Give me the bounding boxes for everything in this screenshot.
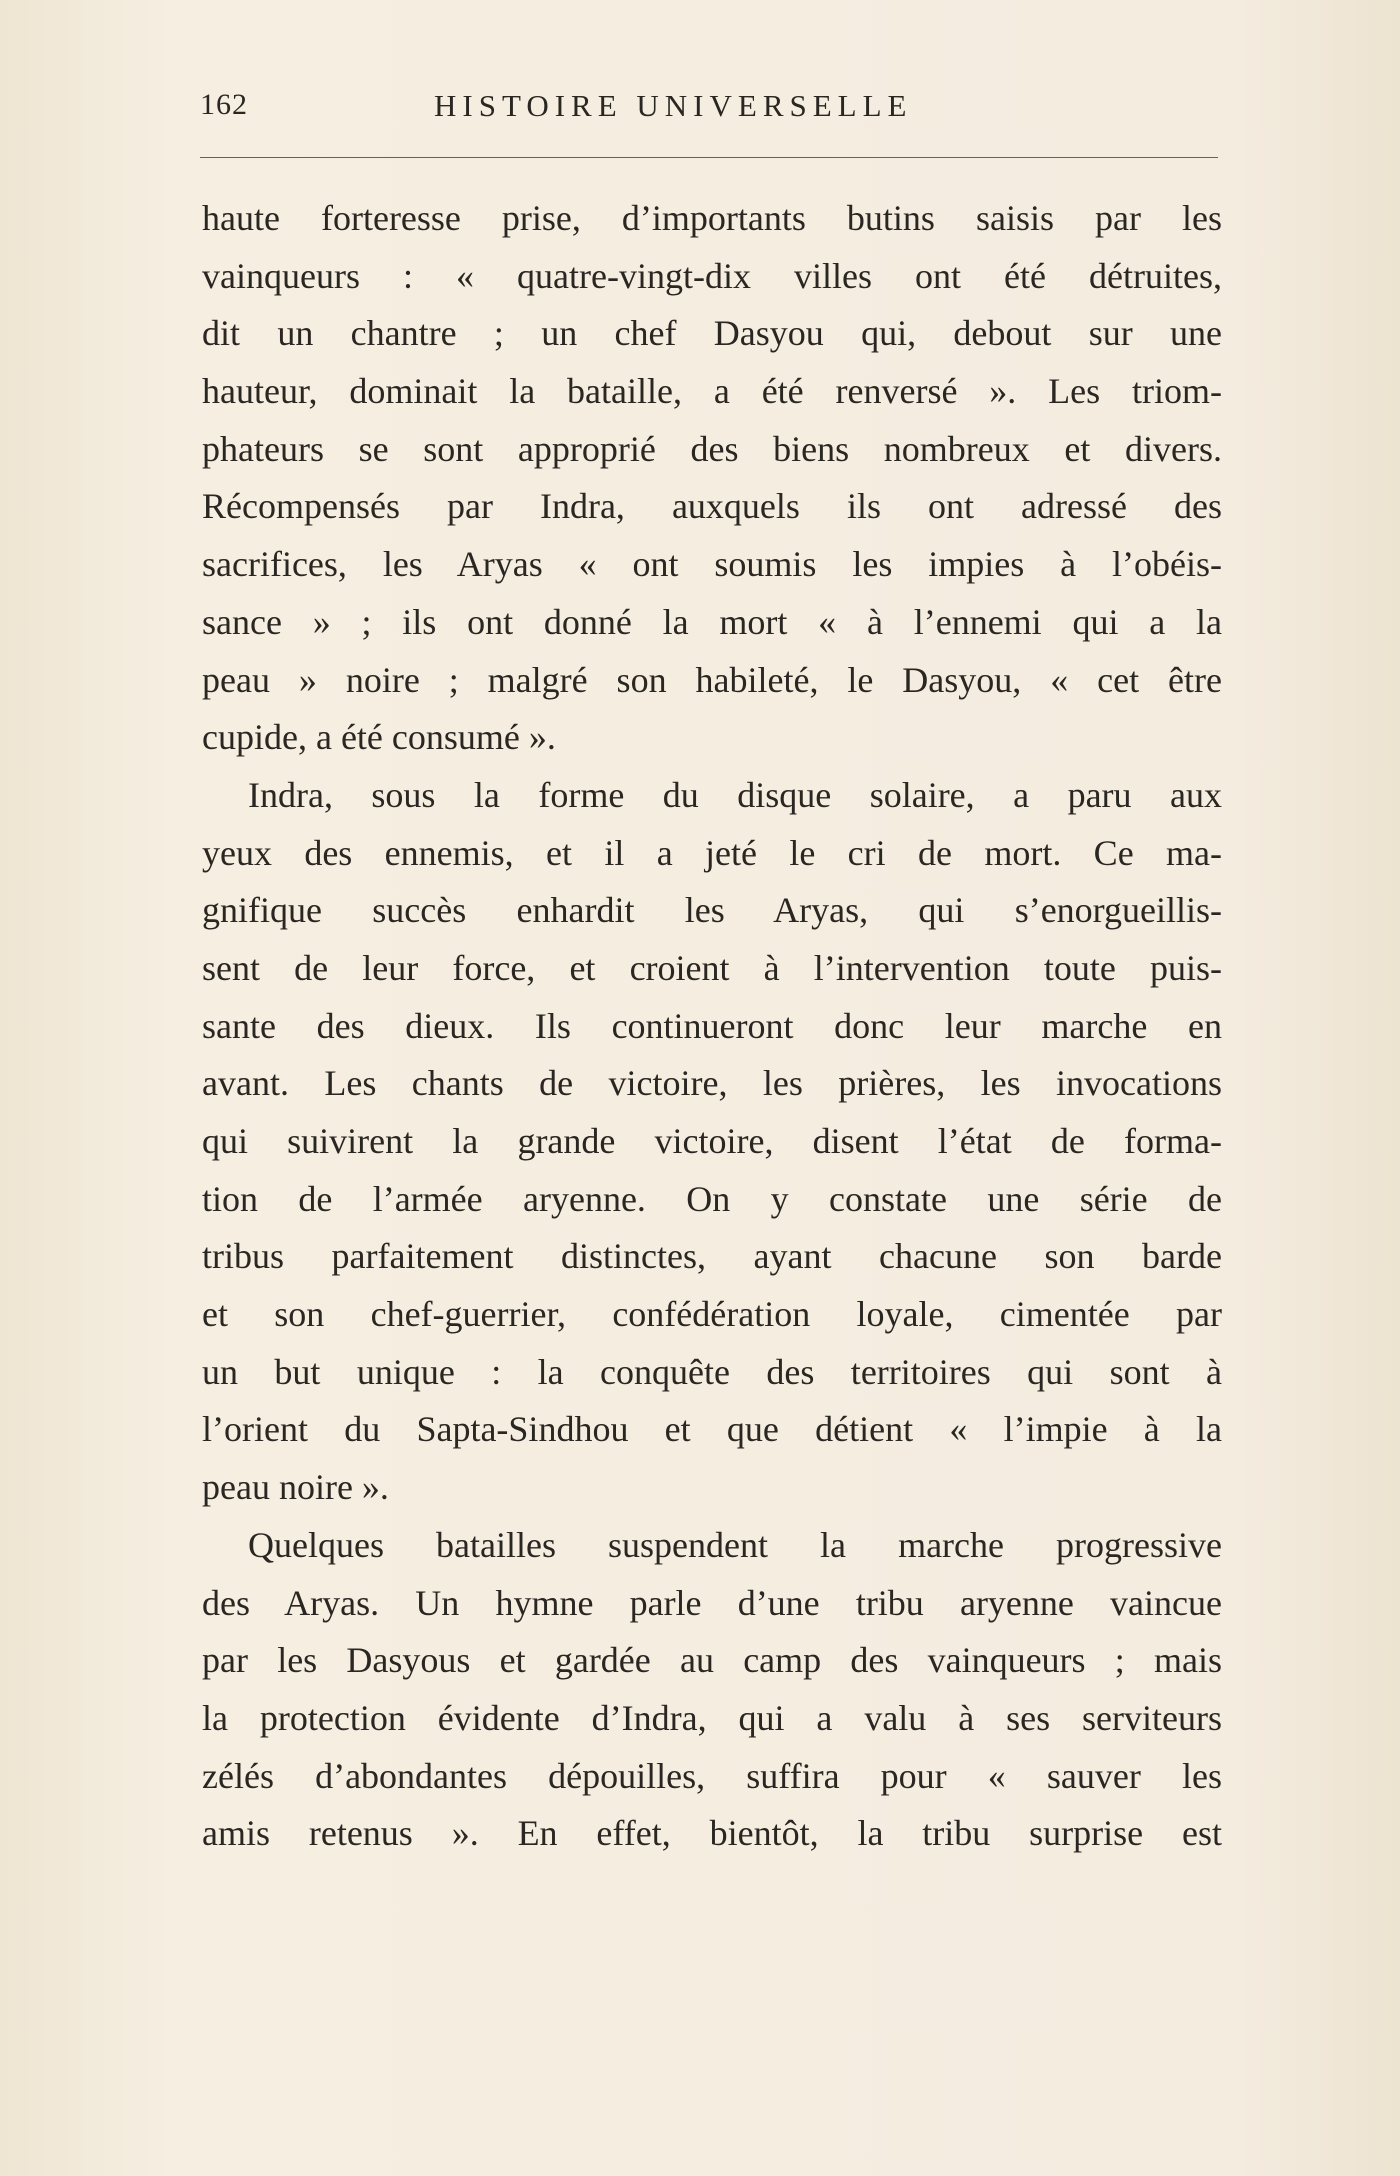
text-line: sacrifices, les Aryas « ont soumis les impies à l’obéis- <box>202 544 1222 585</box>
page-number: 162 <box>200 88 248 121</box>
text-line: Récompensés par Indra, auxquels ils ont adressé des <box>202 486 1222 527</box>
text-line: sance » ; ils ont donné la mort « à l’ennemi qui a la <box>202 601 1222 642</box>
text-line: Quelques batailles suspendent la marche progressive <box>248 1524 1222 1565</box>
text-line: sent de leur force, et croient à l’intervention toute puis- <box>202 947 1222 988</box>
text-line: amis retenus ». En effet, bientôt, la tribu surprise est <box>202 1813 1222 1854</box>
text-line: l’orient du Sapta-Sindhou et que détient « l’impie à la <box>202 1409 1222 1450</box>
running-title: HISTOIRE UNIVERSELLE <box>434 88 913 123</box>
text-line: vainqueurs : « quatre-vingt-dix villes ont été détruites, <box>202 255 1222 296</box>
text-line: peau noire ». <box>202 1467 389 1508</box>
page-header <box>200 88 1218 134</box>
text-line: avant. Les chants de victoire, les prières, les invocations <box>202 1063 1222 1104</box>
text-line: gnifique succès enhardit les Aryas, qui s’enorgueillis- <box>202 890 1222 931</box>
text-line: phateurs se sont approprié des biens nombreux et divers. <box>202 428 1222 469</box>
text-line: cupide, a été consumé ». <box>202 717 556 758</box>
text-line: yeux des ennemis, et il a jeté le cri de mort. Ce ma- <box>202 832 1222 873</box>
header-rule <box>200 157 1218 158</box>
text-line: Indra, sous la forme du disque solaire, a paru aux <box>248 774 1222 815</box>
text-line: dit un chantre ; un chef Dasyou qui, debout sur une <box>202 313 1222 354</box>
text-line: tribus parfaitement distinctes, ayant chacune son barde <box>202 1236 1222 1277</box>
body-text <box>202 190 1222 1863</box>
text-line: un but unique : la conquête des territoires qui sont à <box>202 1351 1222 1392</box>
text-line: des Aryas. Un hymne parle d’une tribu aryenne vaincue <box>202 1582 1222 1623</box>
text-line: et son chef-guerrier, confédération loyale, cimentée par <box>202 1294 1222 1335</box>
text-line: qui suivirent la grande victoire, disent l’état de forma- <box>202 1121 1222 1161</box>
text-line: zélés d’abondantes dépouilles, suffira pour « sauver les <box>202 1755 1222 1796</box>
text-line: hauteur, dominait la bataille, a été renversé ». Les triom- <box>202 371 1222 412</box>
text-line: la protection évidente d’Indra, qui a valu à ses serviteurs <box>202 1697 1222 1738</box>
text-line: par les Dasyous et gardée au camp des vainqueurs ; mais <box>202 1640 1222 1681</box>
text-line: peau » noire ; malgré son habileté, le Dasyou, « cet être <box>202 659 1222 700</box>
text-line: sante des dieux. Ils continueront donc leur marche en <box>202 1005 1222 1046</box>
text-line: haute forteresse prise, d’importants butins saisis par les <box>202 198 1222 238</box>
text-line: tion de l’armée aryenne. On y constate une série de <box>202 1178 1222 1219</box>
